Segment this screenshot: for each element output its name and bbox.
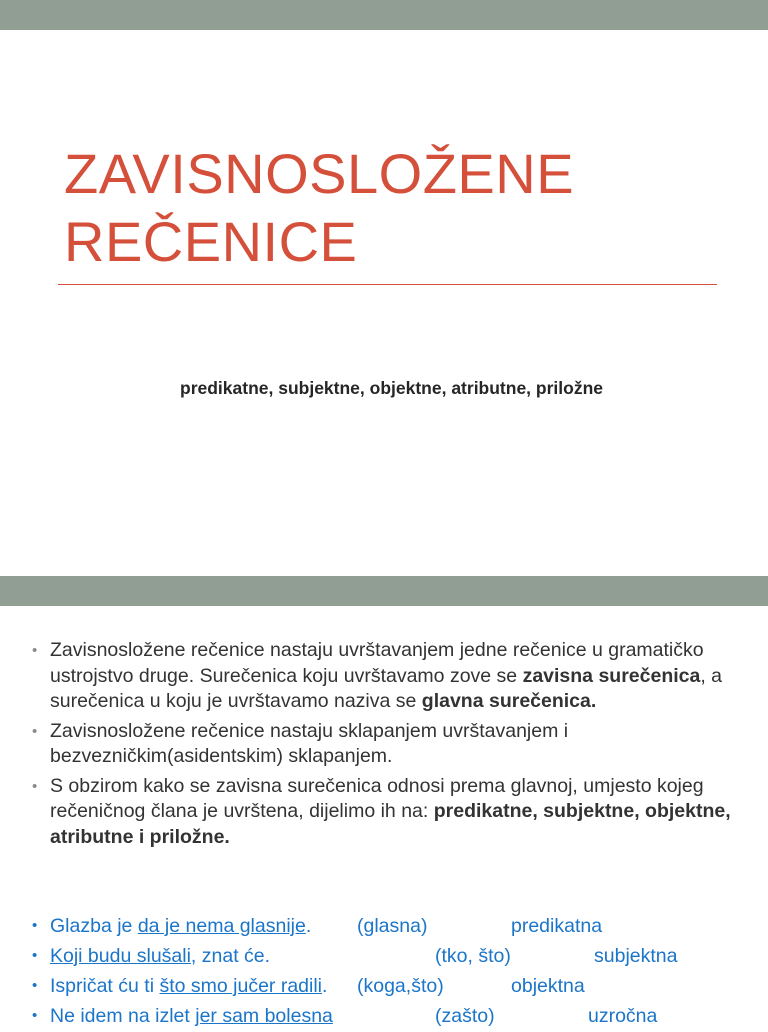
example-question: (glasna): [357, 915, 428, 937]
bullet-dot: •: [32, 947, 38, 964]
title-line-2: REČENICE: [64, 210, 358, 273]
example-type: objektna: [511, 975, 585, 997]
bullet-dot: •: [32, 1007, 38, 1024]
slide-title: [64, 140, 724, 276]
sentence-part: Glazba je: [50, 915, 138, 937]
bullet-definition: [32, 638, 732, 715]
bullet-bold-term: glavna surečenica.: [421, 690, 597, 712]
bullet-formation: [32, 719, 732, 770]
bullet-bold-term: zavisna surečenica: [522, 664, 701, 687]
top-band: [0, 0, 768, 30]
bullet-dot: •: [32, 977, 38, 994]
bullet-text: S obzirom kako se zavisna surečenica odnosi prema glavnoj, umjesto kojeg rečeničnog člana je uvrštena, dijelimo ih na:: [50, 774, 704, 822]
bullet-text: , a surečenica u koju je uvrštavamo naziva se: [50, 664, 723, 712]
example-type: uzročna: [588, 1005, 658, 1027]
title-line-1: ZAVISNOSLOŽENE: [64, 142, 575, 205]
slide2-bullets: [32, 638, 732, 854]
example-question: (tko, što): [435, 945, 511, 967]
underlined-clause: jer sam bolesna: [195, 1005, 333, 1027]
bullet-text: Zavisnosložene rečenice nastaju sklapanjem uvrštavanjem i bezvezničkim(asidentskim) sklapanjem.: [50, 719, 569, 767]
example-sentence: [50, 1002, 333, 1030]
example-row-predikatna: [32, 912, 752, 942]
sentence-part: .: [322, 975, 328, 997]
example-row-subjektna: [32, 942, 752, 972]
bullet-dot: •: [32, 722, 38, 740]
example-type: predikatna: [511, 915, 603, 937]
bullet-dot: •: [32, 917, 38, 934]
example-sentence: [50, 912, 311, 940]
title-underline: [58, 284, 717, 285]
slide-subtitle: predikatne, subjektne, objektne, atributne, priložne: [180, 378, 603, 398]
example-row-objektna: [32, 972, 752, 1002]
example-list: [32, 912, 752, 1032]
bullet-dot: •: [32, 777, 38, 795]
example-question: (koga,što): [357, 975, 444, 997]
example-type: subjektna: [594, 945, 678, 967]
example-question: (zašto): [435, 1005, 495, 1027]
bullet-text: Zavisnosložene rečenice nastaju uvrštavanjem jedne rečenice u gramatičko ustrojstvo druge. Surečenica koju uvrštavamo zove se: [50, 639, 704, 687]
bullet-bold-term: predikatne, subjektne, objektne, atributne i priložne.: [50, 800, 731, 848]
example-row-uzrocna: [32, 1002, 752, 1032]
sentence-part: , znat će.: [190, 945, 271, 967]
bullet-dot: •: [32, 642, 38, 659]
sentence-part: Ne idem na izlet: [50, 1005, 196, 1027]
slide-divider-band: [0, 576, 768, 606]
sentence-part: Ispričat ću ti: [50, 975, 160, 997]
example-sentence: [50, 972, 327, 1000]
underlined-clause: Koji budu slušali: [50, 945, 191, 967]
sentence-part: .: [305, 915, 312, 937]
bullet-classification: [32, 774, 732, 851]
example-sentence: [50, 942, 270, 970]
underlined-clause: što smo jučer radili: [159, 975, 323, 997]
underlined-clause: da je nema glasnije: [137, 915, 306, 937]
